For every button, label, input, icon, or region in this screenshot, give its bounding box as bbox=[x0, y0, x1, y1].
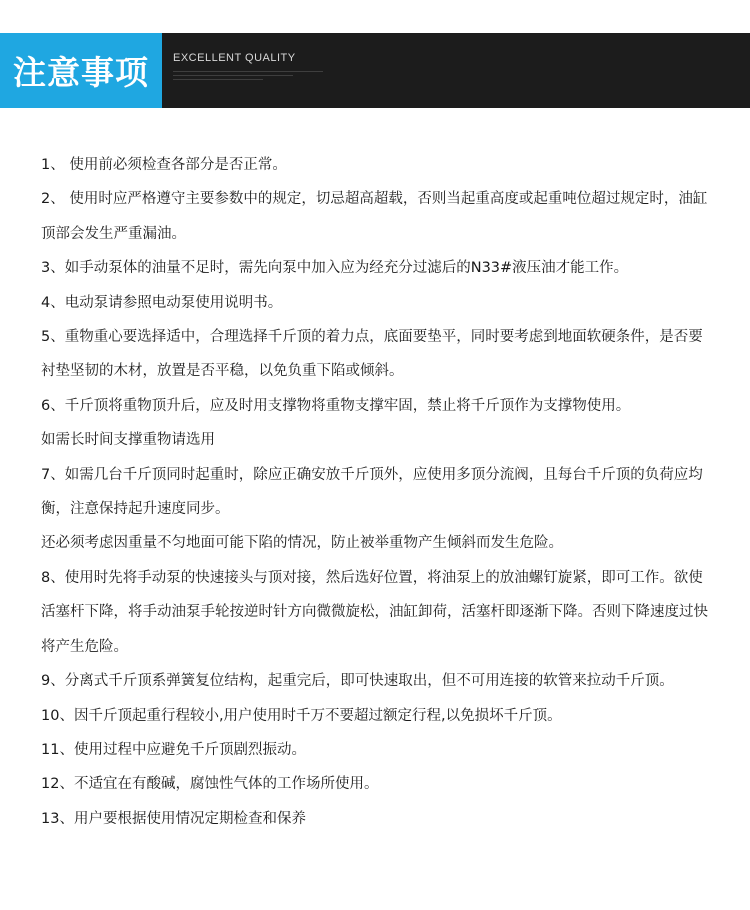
page-title: 注意事项 bbox=[13, 53, 149, 92]
notice-item: 11、使用过程中应避免千斤顶剧烈振动。 bbox=[41, 741, 306, 758]
title-box bbox=[0, 33, 162, 108]
notice-item: 如需长时间支撑重物请选用 bbox=[41, 432, 215, 449]
notice-item: 8、使用时先将手动泵的快速接头与顶对接，然后选好位置，将油泵上的放油螺钉旋紧，即可工作。欲使活塞杆下降，将手动油泵手轮按逆时针方向微微旋松，油缸卸荷，活塞杆即逐渐下降。否则下降速度过快将产生危险。 bbox=[41, 569, 708, 655]
notice-item: 4、电动泵请参照电动泵使用说明书。 bbox=[41, 294, 283, 311]
header-banner bbox=[0, 33, 750, 108]
notice-item: 7、如需几台千斤顶同时起重时，除应正确安放千斤顶外，应使用多顶分流阀，且每台千斤顶的负荷应均衡，注意保持起升速度同步。 bbox=[41, 466, 703, 518]
notice-item: 还必须考虑因重量不匀地面可能下陷的情况，防止被举重物产生倾斜而发生危险。 bbox=[41, 535, 563, 552]
notice-item: 9、分离式千斤顶系弹簧复位结构，起重完后，即可快速取出，但不可用连接的软管来拉动千斤顶。 bbox=[41, 673, 674, 690]
notice-item: 1、 使用前必须检查各部分是否正常。 bbox=[41, 157, 287, 173]
notice-item: 10、因千斤顶起重行程较小,用户使用时千万不要超过额定行程,以免损坏千斤顶。 bbox=[41, 707, 562, 724]
notice-item: 12、不适宜在有酸碱，腐蚀性气体的工作场所使用。 bbox=[41, 776, 379, 793]
subtitle: EXCELLENT QUALITY bbox=[173, 52, 296, 64]
decorative-lines bbox=[173, 71, 323, 83]
notice-item: 5、重物重心要选择适中，合理选择千斤顶的着力点，底面要垫平，同时要考虑到地面软硬条件，是否要衬垫坚韧的木材，放置是否平稳，以免负重下陷或倾斜。 bbox=[41, 329, 703, 380]
notice-list bbox=[41, 148, 711, 836]
notice-item: 2、 使用时应严格遵守主要参数中的规定，切忌超高超载，否则当起重高度或起重吨位超过规定时，油缸顶部会发生严重漏油。 bbox=[41, 191, 708, 242]
notice-item: 6、千斤顶将重物顶升后，应及时用支撑物将重物支撑牢固，禁止将千斤顶作为支撑物使用。 bbox=[41, 397, 631, 414]
notice-item: 3、如手动泵体的油量不足时，需先向泵中加入应为经充分过滤后的N33#液压油才能工作。 bbox=[41, 260, 629, 277]
notice-item: 13、用户要根据使用情况定期检查和保养 bbox=[41, 810, 306, 827]
